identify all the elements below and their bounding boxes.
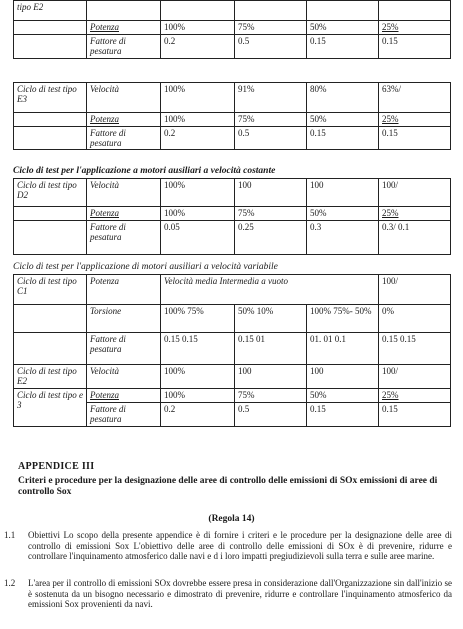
table-row bbox=[14, 21, 451, 35]
table-cell: 0.15 bbox=[307, 35, 379, 59]
row-label: Fattore di pesatura bbox=[87, 127, 161, 150]
table-cell: 0.15 0.15 bbox=[379, 333, 451, 365]
table-row bbox=[14, 1, 451, 21]
table-cell: 100% bbox=[161, 21, 235, 35]
table-cell: 25% bbox=[379, 389, 451, 403]
table-cell: 100% bbox=[161, 113, 235, 127]
table-cell bbox=[235, 1, 307, 21]
table-cell: 75% bbox=[235, 113, 307, 127]
paragraph-1-2 bbox=[4, 578, 452, 610]
table-row bbox=[14, 221, 451, 255]
table-cell: Velocità media Intermedia a vuoto bbox=[161, 275, 379, 305]
table-row bbox=[14, 35, 451, 59]
table-cell: 0.05 bbox=[161, 221, 235, 255]
table-cell: 0.2 bbox=[161, 127, 235, 150]
table-cell: 0.15 bbox=[307, 127, 379, 150]
table-cell bbox=[14, 113, 87, 127]
table-cell: 100 bbox=[307, 179, 379, 207]
table-cell: 100/ bbox=[379, 365, 451, 389]
table-cell: 0.15 bbox=[379, 403, 451, 427]
row-label: Potenza bbox=[87, 113, 161, 127]
table-cell: 0.15 01 bbox=[235, 333, 307, 365]
appendix-title: Criteri e procedure per la designazione delle aree di controllo delle emissioni di SOx emissioni di aree di controllo Sox bbox=[18, 476, 438, 497]
table-cell: 50% bbox=[307, 113, 379, 127]
table-cell: 0.5 bbox=[235, 403, 307, 427]
appendix-rule-reference: (Regola 14) bbox=[208, 514, 255, 524]
table-cell: 50% bbox=[307, 389, 379, 403]
table-cell: 0.25 bbox=[235, 221, 307, 255]
table-row bbox=[14, 305, 451, 333]
table-cell: 25% bbox=[379, 113, 451, 127]
table-cell bbox=[161, 1, 235, 21]
table-cell: 50% 10% bbox=[235, 305, 307, 333]
table-cell: 0% bbox=[379, 305, 451, 333]
table-cell bbox=[14, 35, 87, 59]
table-cell: 100% bbox=[161, 179, 235, 207]
paragraph-text: L'area per il controllo di emissioni SOx dovrebbe essere presa in considerazione dall'Organizzazione sin dall'inizio se è sostenuta da un bisogno necessario e dimostrato di prevenire, ridurre e controllare l'inquinamento atmosferico da emissioni Sox provenienti da navi. bbox=[28, 578, 452, 609]
table-cell: 0.15 0.15 bbox=[161, 333, 235, 365]
table-cell: 75% bbox=[235, 207, 307, 221]
table-cell: 0.2 bbox=[161, 35, 235, 59]
section-title-variable-speed: Ciclo di test per l'applicazione di motori ausiliari a velocità variabile bbox=[13, 262, 278, 272]
cycle-label: Ciclo di test tipo e 3 bbox=[14, 389, 87, 427]
row-label: Potenza bbox=[87, 207, 161, 221]
table-cell: 100% bbox=[161, 207, 235, 221]
table-cell: 100 bbox=[307, 365, 379, 389]
table-cell: 0.15 bbox=[307, 403, 379, 427]
cycle-label: Ciclo di test tipo E2 bbox=[14, 365, 87, 389]
appendix-heading: APPENDICE III bbox=[18, 461, 95, 472]
table-cell: 0.15 bbox=[379, 35, 451, 59]
table-cell bbox=[14, 305, 87, 333]
table-cell: 01. 01 0.1 bbox=[307, 333, 379, 365]
table-cell: 100 bbox=[235, 179, 307, 207]
table-row bbox=[14, 113, 451, 127]
table-cell: 0.5 bbox=[235, 127, 307, 150]
table-cell bbox=[14, 207, 87, 221]
table-cell bbox=[14, 221, 87, 255]
table-cell bbox=[307, 1, 379, 21]
table-cell: 100% bbox=[161, 83, 235, 113]
table-cell: 80% bbox=[307, 83, 379, 113]
table-cell: 25% bbox=[379, 21, 451, 35]
paragraph-number: 1.2 bbox=[4, 578, 16, 588]
row-label: Potenza bbox=[87, 275, 161, 305]
table-cell: 50% bbox=[307, 207, 379, 221]
test-cycle-e3-table bbox=[13, 82, 451, 150]
table-cell: 100/ bbox=[379, 179, 451, 207]
table-row bbox=[14, 127, 451, 150]
row-label: Fattore di pesatura bbox=[87, 403, 161, 427]
table-cell: 0.3 bbox=[307, 221, 379, 255]
table-cell: 0.3/ 0.1 bbox=[379, 221, 451, 255]
cycle-label: Ciclo di test tipo D2 bbox=[14, 179, 87, 207]
table-cell: 100% bbox=[161, 365, 235, 389]
table-cell: 100% 75%- 50% bbox=[307, 305, 379, 333]
table-cell: 91% bbox=[235, 83, 307, 113]
table-row bbox=[14, 333, 451, 365]
table-cell bbox=[14, 21, 87, 35]
table-cell: 100% 75% bbox=[161, 305, 235, 333]
row-label: Velocità bbox=[87, 83, 161, 113]
row-label: Torsione bbox=[87, 305, 161, 333]
test-cycle-d2-table bbox=[13, 178, 451, 255]
table-row bbox=[14, 389, 451, 403]
table-row bbox=[14, 207, 451, 221]
row-label: Fattore di pesatura bbox=[87, 221, 161, 255]
table-cell: 75% bbox=[235, 389, 307, 403]
section-title-constant-speed: Ciclo di test per l'applicazione a motori ausiliari a velocità costante bbox=[13, 166, 276, 176]
paragraph-text: Obiettivi Lo scopo della presente appendice è di fornire i criteri e le procedure per la designazione delle aree di controllo di emissioni Sox L'obiettivo delle aree di controllo delle emissioni di SOx è di prevenire, ridurre e controllare l'inquinamento atmosferico dalle navi e d i loro impatti pregiudizievoli sulla terra e sulle aree marine. bbox=[28, 530, 452, 561]
table-cell bbox=[379, 1, 451, 21]
table-cell: 0.5 bbox=[235, 35, 307, 59]
table-row bbox=[14, 83, 451, 113]
table-cell: 50% bbox=[307, 21, 379, 35]
table-row bbox=[14, 365, 451, 389]
row-label: Potenza bbox=[87, 21, 161, 35]
table-row bbox=[14, 179, 451, 207]
table-cell bbox=[14, 127, 87, 150]
table-cell: 100% bbox=[161, 389, 235, 403]
row-label: Fattore di pesatura bbox=[87, 35, 161, 59]
row-label: Velocità bbox=[87, 179, 161, 207]
cycle-label: Ciclo di test tipo E3 bbox=[14, 83, 87, 113]
row-label: Potenza bbox=[87, 389, 161, 403]
cycle-label: tipo E2 bbox=[14, 1, 87, 21]
row-label: Velocità bbox=[87, 365, 161, 389]
table-cell bbox=[87, 1, 161, 21]
table-cell: 100 bbox=[235, 365, 307, 389]
table-cell: 63%/ bbox=[379, 83, 451, 113]
table-row bbox=[14, 275, 451, 305]
table-cell: 0.15 bbox=[379, 127, 451, 150]
test-cycle-e2-table-top bbox=[13, 0, 451, 59]
table-cell bbox=[14, 333, 87, 365]
table-cell: 75% bbox=[235, 21, 307, 35]
table-cell: 0.2 bbox=[161, 403, 235, 427]
table-cell: 100/ bbox=[379, 275, 451, 305]
test-cycle-c1-table bbox=[13, 274, 451, 427]
table-cell: 25% bbox=[379, 207, 451, 221]
row-label: Fattore di pesatura bbox=[87, 333, 161, 365]
paragraph-number: 1.1 bbox=[4, 530, 16, 540]
cycle-label: Ciclo di test tipo C1 bbox=[14, 275, 87, 305]
paragraph-1-1 bbox=[4, 530, 452, 562]
